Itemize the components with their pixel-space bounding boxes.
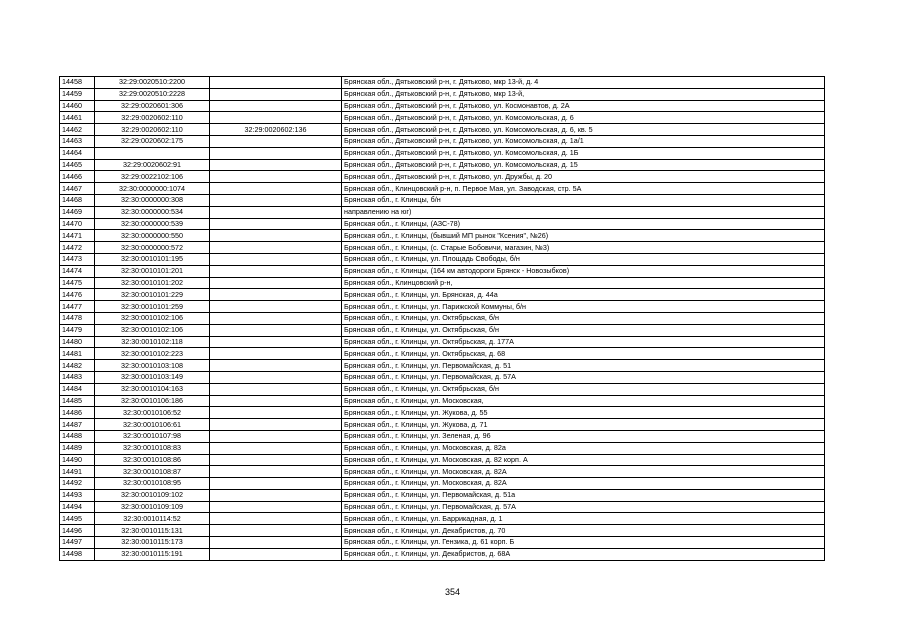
row-number-cell: 14458 (60, 77, 95, 89)
sub-cadastral-number-cell (210, 289, 342, 301)
cadastral-number-cell: 32:30:0010102:106 (95, 312, 210, 324)
cadastral-number-cell: 32:30:0000000:550 (95, 230, 210, 242)
cadastral-number-cell: 32:30:0000000:572 (95, 242, 210, 254)
sub-cadastral-number-cell (210, 253, 342, 265)
cadastral-number-cell: 32:30:0000000:308 (95, 194, 210, 206)
address-cell: Брянская обл., г. Клинцы, ул. Декабристов, д. 70 (342, 525, 825, 537)
table-row (60, 324, 825, 336)
row-number-cell: 14489 (60, 442, 95, 454)
address-cell: Брянская обл., г. Клинцы, ул. Зеленая, д. 96 (342, 430, 825, 442)
cadastral-number-cell: 32:30:0010102:223 (95, 348, 210, 360)
address-cell: Брянская обл., г. Клинцы, ул. Первомайская, д. 57А (342, 371, 825, 383)
cadastral-number-cell: 32:30:0010108:95 (95, 478, 210, 490)
cadastral-number-cell: 32:30:0010109:109 (95, 501, 210, 513)
table-row (60, 77, 825, 89)
address-cell: Брянская обл., г. Клинцы, ул. Первомайская, д. 51а (342, 489, 825, 501)
table-row (60, 265, 825, 277)
table-row (60, 112, 825, 124)
table-body (60, 77, 825, 561)
table-row (60, 124, 825, 136)
address-cell: Брянская обл., г. Клинцы, ул. Московская, д. 82А (342, 478, 825, 490)
address-cell: Брянская обл., г. Клинцы, ул. Октябрьская, д. 177А (342, 336, 825, 348)
cadastral-number-cell: 32:30:0010103:149 (95, 371, 210, 383)
cadastral-number-cell: 32:29:0020602:110 (95, 124, 210, 136)
row-number-cell: 14497 (60, 537, 95, 549)
cadastral-number-cell: 32:30:0010102:106 (95, 324, 210, 336)
cadastral-number-cell: 32:30:0010101:195 (95, 253, 210, 265)
cadastral-number-cell: 32:30:0010109:102 (95, 489, 210, 501)
sub-cadastral-number-cell (210, 218, 342, 230)
table-row (60, 383, 825, 395)
table-row (60, 277, 825, 289)
address-cell: Брянская обл., г. Клинцы, ул. Первомайская, д. 57А (342, 501, 825, 513)
table-row (60, 430, 825, 442)
cadastral-number-cell: 32:30:0010115:131 (95, 525, 210, 537)
table-row (60, 419, 825, 431)
address-cell: Брянская обл., Дятьковский р-н, г. Дятьково, ул. Комсомольская, д. 6 (342, 112, 825, 124)
sub-cadastral-number-cell (210, 419, 342, 431)
address-cell: Брянская обл., Дятьковский р-н, г. Дятьково, ул. Комсомольская, д. 6, кв. 5 (342, 124, 825, 136)
address-cell: Брянская обл., Дятьковский р-н, г. Дятьково, ул. Космонавтов, д. 2А (342, 100, 825, 112)
table-row (60, 548, 825, 560)
cadastral-number-cell: 32:29:0020510:2228 (95, 88, 210, 100)
row-number-cell: 14476 (60, 289, 95, 301)
row-number-cell: 14484 (60, 383, 95, 395)
address-cell: Брянская обл., г. Клинцы, (с. Старые Бобовичи, магазин, №3) (342, 242, 825, 254)
address-cell: Брянская обл., Дятьковский р-н, г. Дятьково, мкр 13-й, д. 4 (342, 77, 825, 89)
table-row (60, 360, 825, 372)
sub-cadastral-number-cell (210, 525, 342, 537)
sub-cadastral-number-cell (210, 383, 342, 395)
row-number-cell: 14470 (60, 218, 95, 230)
sub-cadastral-number-cell (210, 265, 342, 277)
cadastral-number-cell: 32:30:0010101:202 (95, 277, 210, 289)
table-row (60, 301, 825, 313)
address-cell: Брянская обл., Клинцовский р-н, (342, 277, 825, 289)
address-cell: Брянская обл., г. Клинцы, б/н (342, 194, 825, 206)
row-number-cell: 14468 (60, 194, 95, 206)
row-number-cell: 14472 (60, 242, 95, 254)
sub-cadastral-number-cell (210, 301, 342, 313)
row-number-cell: 14459 (60, 88, 95, 100)
sub-cadastral-number-cell (210, 230, 342, 242)
table-row (60, 348, 825, 360)
cadastral-number-cell: 32:29:0020602:110 (95, 112, 210, 124)
cadastral-number-cell: 32:30:0000000:1074 (95, 183, 210, 195)
address-cell: Брянская обл., г. Клинцы, ул. Баррикадная, д. 1 (342, 513, 825, 525)
sub-cadastral-number-cell (210, 489, 342, 501)
cadastral-number-cell: 32:30:0010104:163 (95, 383, 210, 395)
sub-cadastral-number-cell (210, 183, 342, 195)
sub-cadastral-number-cell (210, 100, 342, 112)
table-row (60, 147, 825, 159)
cadastral-number-cell: 32:30:0010106:61 (95, 419, 210, 431)
row-number-cell: 14473 (60, 253, 95, 265)
sub-cadastral-number-cell (210, 324, 342, 336)
row-number-cell: 14471 (60, 230, 95, 242)
table-row (60, 501, 825, 513)
table-row (60, 407, 825, 419)
sub-cadastral-number-cell (210, 513, 342, 525)
table-row (60, 194, 825, 206)
cadastral-number-cell: 32:30:0010103:108 (95, 360, 210, 372)
table-row (60, 395, 825, 407)
address-cell: Брянская обл., г. Клинцы, ул. Московская, д. 82А (342, 466, 825, 478)
row-number-cell: 14477 (60, 301, 95, 313)
row-number-cell: 14469 (60, 206, 95, 218)
address-cell: Брянская обл., Дятьковский р-н, г. Дятьково, мкр 13-й, (342, 88, 825, 100)
row-number-cell: 14466 (60, 171, 95, 183)
table-row (60, 513, 825, 525)
table-row (60, 537, 825, 549)
cadastral-number-cell: 32:29:0020602:175 (95, 135, 210, 147)
cadastral-number-cell: 32:30:0010115:191 (95, 548, 210, 560)
row-number-cell: 14475 (60, 277, 95, 289)
row-number-cell: 14461 (60, 112, 95, 124)
page-number: 354 (444, 587, 461, 597)
cadastral-number-cell: 32:30:0010101:229 (95, 289, 210, 301)
sub-cadastral-number-cell (210, 88, 342, 100)
cadastral-number-cell (95, 147, 210, 159)
address-cell: направлению на юг) (342, 206, 825, 218)
sub-cadastral-number-cell (210, 537, 342, 549)
cadastral-number-cell: 32:30:0010106:186 (95, 395, 210, 407)
sub-cadastral-number-cell (210, 478, 342, 490)
row-number-cell: 14480 (60, 336, 95, 348)
cadastral-number-cell: 32:29:0020602:91 (95, 159, 210, 171)
row-number-cell: 14493 (60, 489, 95, 501)
address-cell: Брянская обл., г. Клинцы, ул. Октябрьская, д. 68 (342, 348, 825, 360)
address-cell: Брянская обл., г. Клинцы, ул. Брянская, д. 44а (342, 289, 825, 301)
address-cell: Брянская обл., Клинцовский р-н, п. Первое Мая, ул. Заводская, стр. 5А (342, 183, 825, 195)
table-row (60, 159, 825, 171)
address-cell: Брянская обл., Дятьковский р-н, г. Дятьково, ул. Комсомольская, д. 1а/1 (342, 135, 825, 147)
address-cell: Брянская обл., г. Клинцы, ул. Октябрьская, б/н (342, 312, 825, 324)
table-row (60, 336, 825, 348)
sub-cadastral-number-cell (210, 407, 342, 419)
row-number-cell: 14487 (60, 419, 95, 431)
address-cell: Брянская обл., г. Клинцы, ул. Площадь Свободы, б/н (342, 253, 825, 265)
address-cell: Брянская обл., Дятьковский р-н, г. Дятьково, ул. Комсомольская, д. 15 (342, 159, 825, 171)
sub-cadastral-number-cell (210, 135, 342, 147)
row-number-cell: 14495 (60, 513, 95, 525)
sub-cadastral-number-cell (210, 430, 342, 442)
cadastral-number-cell: 32:30:0010102:118 (95, 336, 210, 348)
sub-cadastral-number-cell (210, 206, 342, 218)
table-row (60, 242, 825, 254)
address-cell: Брянская обл., г. Клинцы, ул. Октябрьская, б/н (342, 383, 825, 395)
cadastral-number-cell: 32:29:0022102:106 (95, 171, 210, 183)
cadastral-number-cell: 32:30:0010101:201 (95, 265, 210, 277)
row-number-cell: 14462 (60, 124, 95, 136)
sub-cadastral-number-cell (210, 442, 342, 454)
cadastral-number-cell: 32:30:0010101:259 (95, 301, 210, 313)
sub-cadastral-number-cell (210, 312, 342, 324)
row-number-cell: 14467 (60, 183, 95, 195)
table-row (60, 466, 825, 478)
address-cell: Брянская обл., г. Клинцы, ул. Первомайская, д. 51 (342, 360, 825, 372)
sub-cadastral-number-cell (210, 501, 342, 513)
row-number-cell: 14460 (60, 100, 95, 112)
table-row (60, 478, 825, 490)
sub-cadastral-number-cell (210, 336, 342, 348)
cadastral-number-cell: 32:30:0000000:534 (95, 206, 210, 218)
table-row (60, 135, 825, 147)
table-row (60, 312, 825, 324)
cadastral-number-cell: 32:29:0020510:2200 (95, 77, 210, 89)
sub-cadastral-number-cell (210, 242, 342, 254)
table-row (60, 230, 825, 242)
row-number-cell: 14479 (60, 324, 95, 336)
address-cell: Брянская обл., г. Клинцы, ул. Гензика, д. 61 корп. Б (342, 537, 825, 549)
sub-cadastral-number-cell (210, 466, 342, 478)
address-cell: Брянская обл., г. Клинцы, (164 км автодороги Брянск - Новозыбков) (342, 265, 825, 277)
row-number-cell: 14463 (60, 135, 95, 147)
sub-cadastral-number-cell (210, 147, 342, 159)
cadastral-number-cell: 32:30:0010107:98 (95, 430, 210, 442)
sub-cadastral-number-cell (210, 277, 342, 289)
cadastral-number-cell: 32:30:0010108:83 (95, 442, 210, 454)
address-cell: Брянская обл., Дятьковский р-н, г. Дятьково, ул. Комсомольская, д. 1Б (342, 147, 825, 159)
cadastral-number-cell: 32:30:0010108:86 (95, 454, 210, 466)
table-row (60, 171, 825, 183)
row-number-cell: 14485 (60, 395, 95, 407)
sub-cadastral-number-cell (210, 454, 342, 466)
address-cell: Брянская обл., г. Клинцы, ул. Октябрьская, б/н (342, 324, 825, 336)
address-cell: Брянская обл., г. Клинцы, ул. Московская, д. 82 корп. А (342, 454, 825, 466)
row-number-cell: 14496 (60, 525, 95, 537)
sub-cadastral-number-cell (210, 77, 342, 89)
address-cell: Брянская обл., г. Клинцы, ул. Жукова, д. 55 (342, 407, 825, 419)
address-cell: Брянская обл., Дятьковский р-н, г. Дятьково, ул. Дружбы, д. 20 (342, 171, 825, 183)
sub-cadastral-number-cell (210, 360, 342, 372)
sub-cadastral-number-cell (210, 194, 342, 206)
row-number-cell: 14483 (60, 371, 95, 383)
row-number-cell: 14486 (60, 407, 95, 419)
row-number-cell: 14481 (60, 348, 95, 360)
cadastral-number-cell: 32:29:0020601:306 (95, 100, 210, 112)
row-number-cell: 14465 (60, 159, 95, 171)
row-number-cell: 14498 (60, 548, 95, 560)
row-number-cell: 14488 (60, 430, 95, 442)
table-row (60, 442, 825, 454)
sub-cadastral-number-cell (210, 159, 342, 171)
sub-cadastral-number-cell (210, 371, 342, 383)
sub-cadastral-number-cell (210, 548, 342, 560)
table-row (60, 253, 825, 265)
row-number-cell: 14464 (60, 147, 95, 159)
row-number-cell: 14491 (60, 466, 95, 478)
sub-cadastral-number-cell (210, 395, 342, 407)
address-cell: Брянская обл., г. Клинцы, ул. Московская, д. 82а (342, 442, 825, 454)
table-row (60, 183, 825, 195)
sub-cadastral-number-cell (210, 112, 342, 124)
cadastral-number-cell: 32:30:0010115:173 (95, 537, 210, 549)
cadastral-number-cell: 32:30:0000000:539 (95, 218, 210, 230)
cadastral-number-cell: 32:30:0010114:52 (95, 513, 210, 525)
row-number-cell: 14474 (60, 265, 95, 277)
sub-cadastral-number-cell (210, 171, 342, 183)
address-cell: Брянская обл., г. Клинцы, (бывший МП рынок "Ксения", №26) (342, 230, 825, 242)
address-cell: Брянская обл., г. Клинцы, ул. Жукова, д. 71 (342, 419, 825, 431)
table-row (60, 489, 825, 501)
table-row (60, 206, 825, 218)
address-cell: Брянская обл., г. Клинцы, ул. Декабристов, д. 68А (342, 548, 825, 560)
cadastral-number-cell: 32:30:0010108:87 (95, 466, 210, 478)
cadastral-number-cell: 32:30:0010106:52 (95, 407, 210, 419)
sub-cadastral-number-cell: 32:29:0020602:136 (210, 124, 342, 136)
row-number-cell: 14494 (60, 501, 95, 513)
row-number-cell: 14482 (60, 360, 95, 372)
table-row (60, 525, 825, 537)
table-row (60, 454, 825, 466)
table-row (60, 289, 825, 301)
sub-cadastral-number-cell (210, 348, 342, 360)
property-table (59, 76, 825, 561)
address-cell: Брянская обл., г. Клинцы, ул. Парижской Коммуны, б/н (342, 301, 825, 313)
row-number-cell: 14490 (60, 454, 95, 466)
table-row (60, 100, 825, 112)
row-number-cell: 14478 (60, 312, 95, 324)
address-cell: Брянская обл., г. Клинцы, (АЗС-78) (342, 218, 825, 230)
table-row (60, 218, 825, 230)
row-number-cell: 14492 (60, 478, 95, 490)
address-cell: Брянская обл., г. Клинцы, ул. Московская, (342, 395, 825, 407)
table-row (60, 371, 825, 383)
table-row (60, 88, 825, 100)
